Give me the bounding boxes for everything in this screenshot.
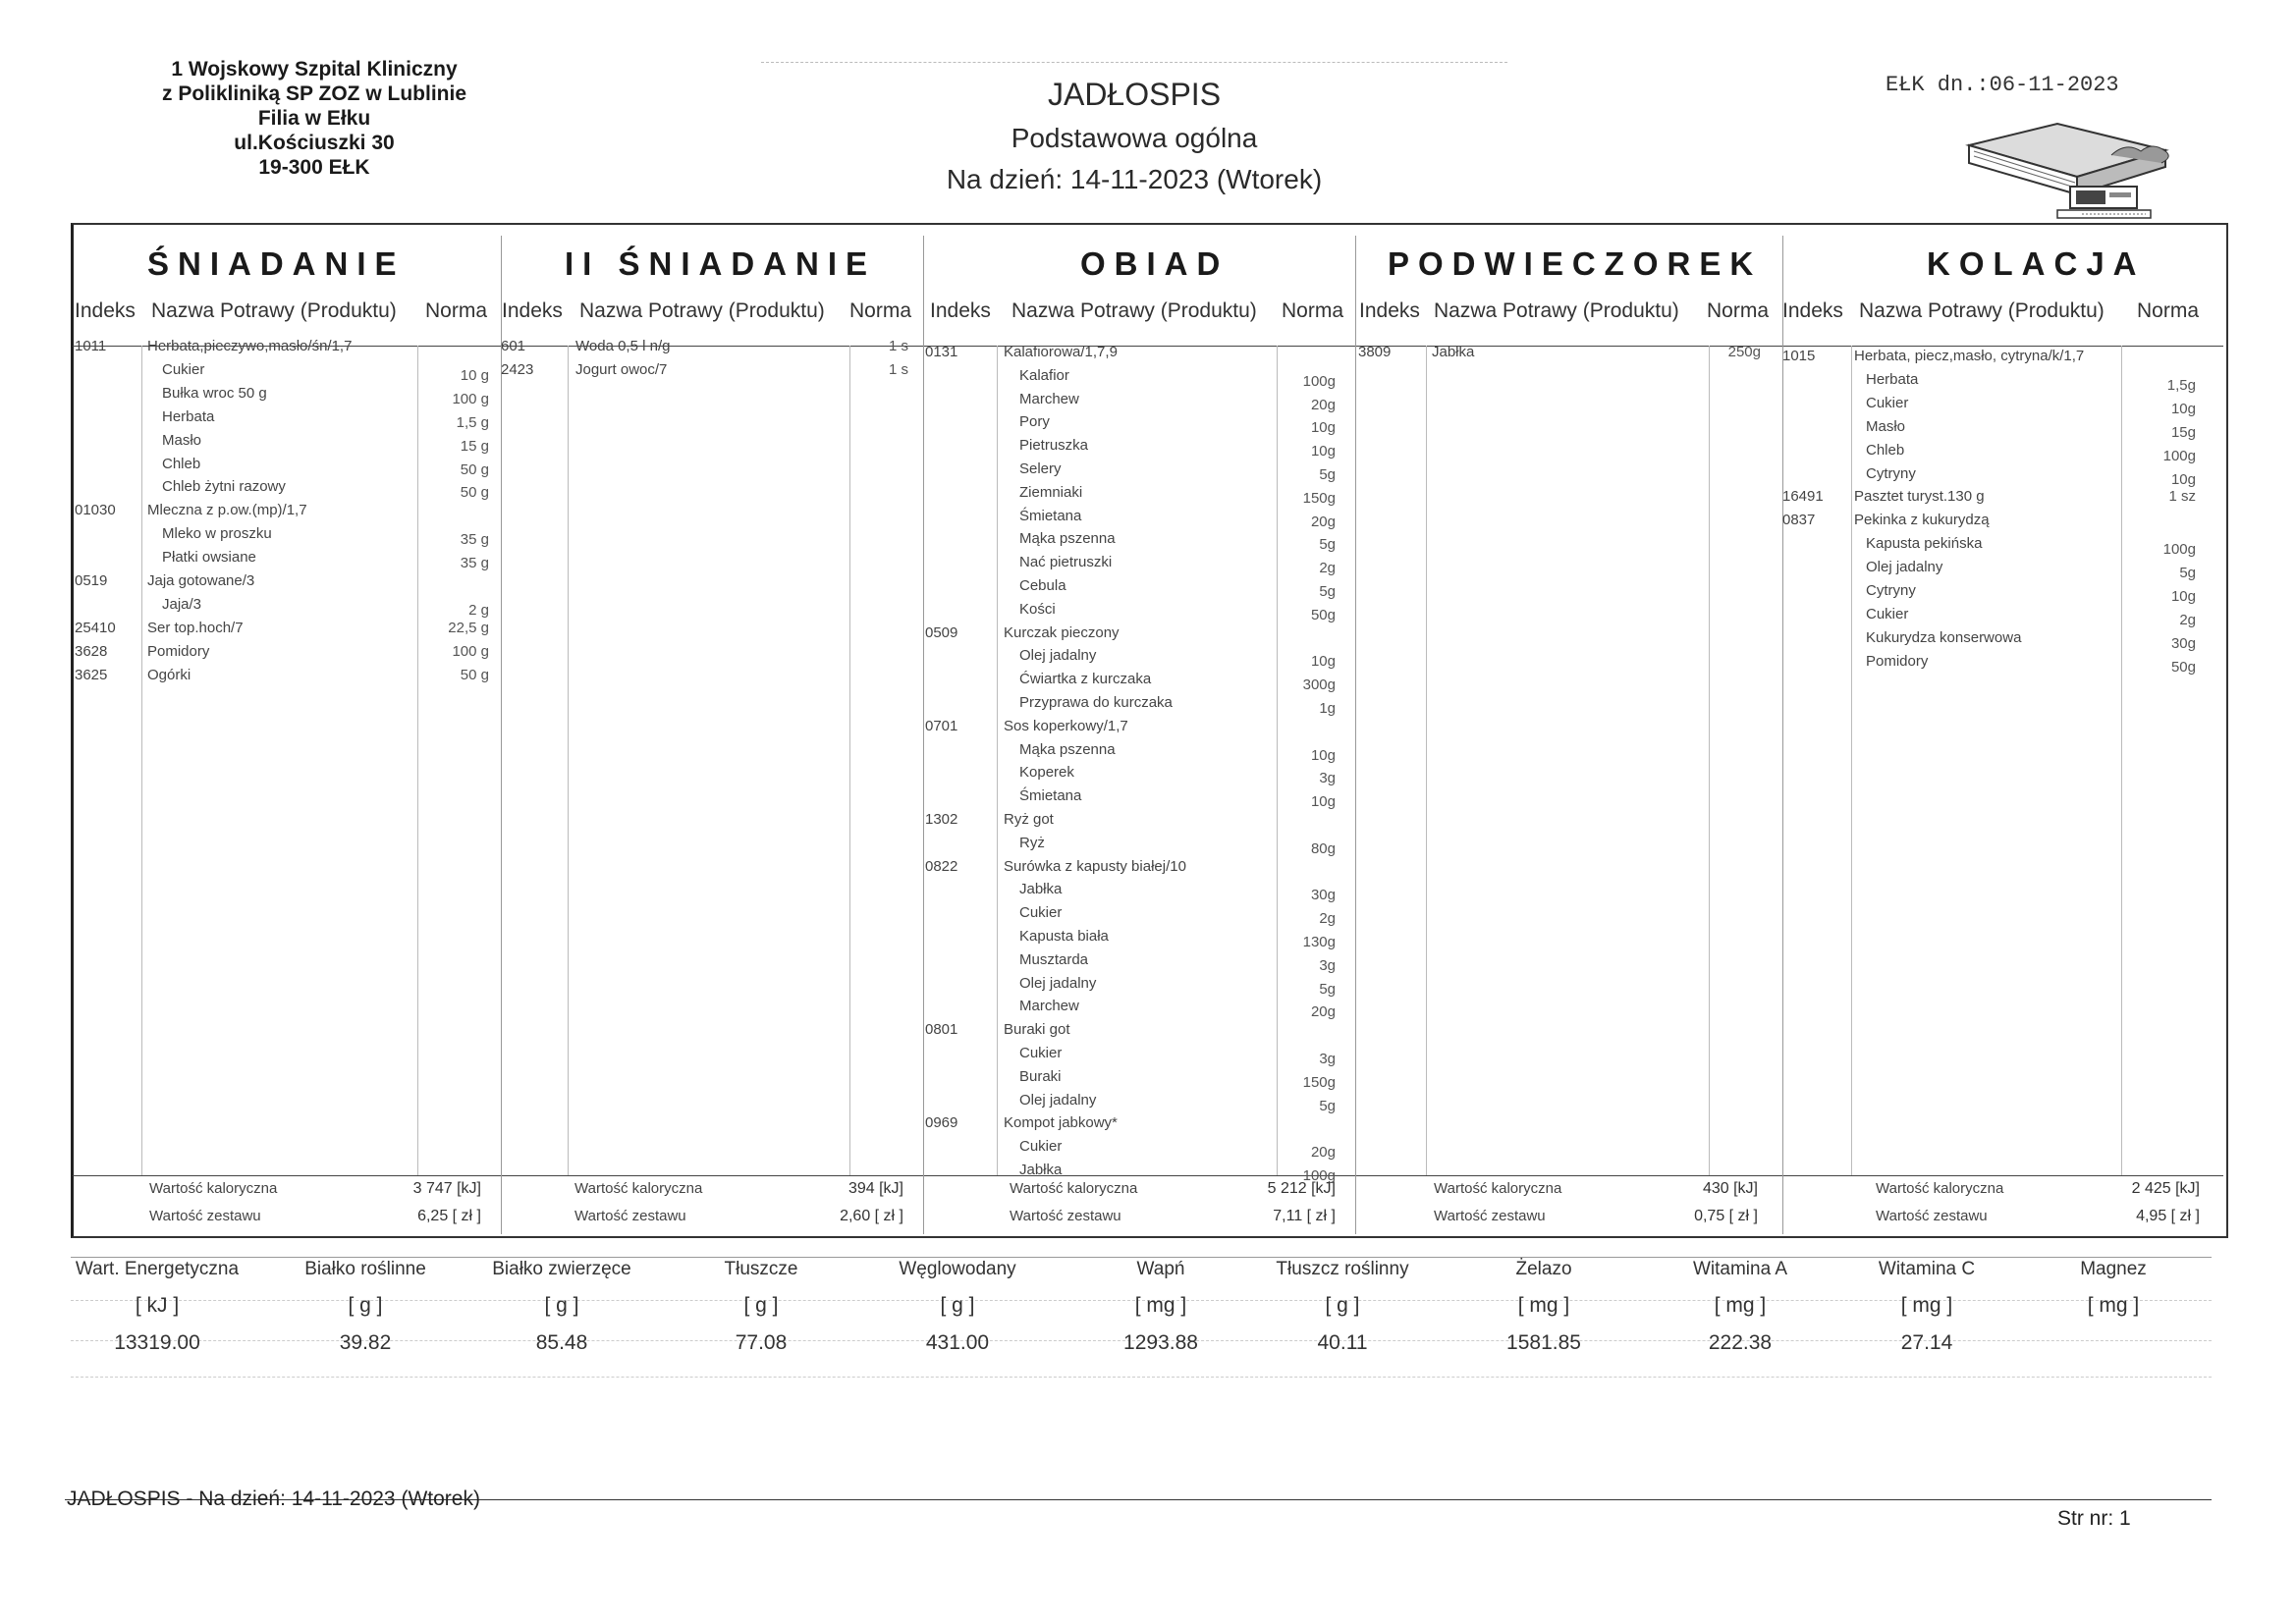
row-product-name: Jaja/3 — [162, 596, 202, 613]
row-index-code: 0131 — [925, 344, 958, 360]
summary-label: Wartość kaloryczna — [149, 1180, 278, 1197]
row-norm: 5g — [1319, 466, 1336, 483]
row-product-name: Cukier — [1866, 606, 1909, 622]
row-norm: 100g — [1302, 373, 1336, 390]
row-product-name: Herbata — [162, 408, 215, 425]
col-header-name: Nazwa Potrawy (Produktu) — [579, 299, 825, 322]
row-norm: 80g — [1310, 840, 1336, 857]
row-product-name: Buraki got — [1004, 1021, 1070, 1038]
row-norm: 100 g — [452, 643, 489, 660]
summary-value: 5 212 [kJ] — [1267, 1180, 1336, 1197]
row-index-code: 0509 — [925, 624, 958, 641]
row-norm: 1g — [1319, 700, 1336, 717]
row-product-name: Marchew — [1019, 391, 1079, 407]
row-index-code: 3628 — [75, 643, 108, 660]
row-index-code: 3625 — [75, 667, 108, 683]
summary-value: 6,25 [ zł ] — [417, 1208, 481, 1224]
summary-value: 4,95 [ zł ] — [2136, 1208, 2200, 1224]
row-norm: 50g — [1310, 607, 1336, 623]
page-title: JADŁOSPIS — [1047, 77, 1222, 112]
row-product-name: Woda 0,5 l n/g — [575, 338, 671, 354]
col-header-index: Indeks — [1782, 299, 1843, 322]
row-norm: 150g — [1302, 1074, 1336, 1091]
summary-value: 2 425 [kJ] — [2131, 1180, 2200, 1197]
row-product-name: Kalafior — [1019, 367, 1069, 384]
row-product-name: Cukier — [162, 361, 205, 378]
nutrition-label: Witamina C — [1878, 1259, 1976, 1279]
row-product-name: Pasztet turyst.130 g — [1854, 488, 1985, 505]
hospital-line: 1 Wojskowy Szpital Kliniczny — [171, 58, 458, 81]
hospital-address — [118, 57, 511, 180]
row-product-name: Pekinka z kukurydzą — [1854, 512, 1990, 528]
column-divider — [1355, 236, 1356, 1234]
meal-title-podwieczorek: PODWIECZOREK — [1388, 245, 1763, 282]
summary-label: Wartość kaloryczna — [574, 1180, 703, 1197]
row-index-code: 1302 — [925, 811, 958, 828]
row-product-name: Płatki owsiane — [162, 549, 256, 566]
row-product-name: Chleb — [162, 456, 201, 472]
issue-date: EŁK dn.:06-11-2023 — [1886, 73, 2119, 97]
nutrition-value: 1581.85 — [1506, 1331, 1581, 1354]
row-product-name: Jaja gotowane/3 — [147, 572, 255, 589]
row-norm: 35 g — [460, 531, 489, 548]
title-block — [761, 62, 1507, 210]
row-product-name: Mąka pszenna — [1019, 741, 1116, 758]
row-product-name: Pory — [1019, 413, 1050, 430]
summary-value: 3 747 [kJ] — [412, 1180, 481, 1197]
row-product-name: Kapusta pekińska — [1866, 535, 1983, 552]
col-header-name: Nazwa Potrawy (Produktu) — [1011, 299, 1257, 322]
row-norm: 20g — [1310, 1003, 1336, 1020]
row-product-name: Masło — [162, 432, 202, 449]
row-index-code: 2423 — [501, 361, 534, 378]
row-norm: 22,5 g — [448, 620, 489, 636]
row-product-name: Ser top.hoch/7 — [147, 620, 244, 636]
summary-value: 430 [kJ] — [1702, 1180, 1758, 1197]
nutrition-column — [2005, 1259, 2221, 1355]
nutrition-label: Magnez — [2080, 1259, 2147, 1279]
row-norm: 1 s — [888, 338, 908, 354]
summary-label: Wartość kaloryczna — [1010, 1180, 1138, 1197]
column-divider — [1851, 346, 1852, 1175]
nutrition-value: 40.11 — [1317, 1331, 1368, 1354]
col-header-index: Indeks — [75, 299, 136, 322]
row-product-name: Pietruszka — [1019, 437, 1089, 454]
row-norm: 2g — [2179, 612, 2196, 628]
column-divider — [1782, 236, 1783, 1234]
nutrition-column — [1436, 1259, 1652, 1355]
row-product-name: Olej jadalny — [1019, 647, 1097, 664]
nutrition-unit: [ kJ ] — [135, 1294, 180, 1317]
row-norm: 150g — [1302, 490, 1336, 507]
row-product-name: Ziemniaki — [1019, 484, 1083, 501]
column-divider — [568, 346, 569, 1175]
nutrition-summary — [71, 1249, 2212, 1377]
col-header-name: Nazwa Potrawy (Produktu) — [151, 299, 397, 322]
nutrition-unit: [ mg ] — [1900, 1294, 1953, 1317]
column-divider — [1709, 346, 1710, 1175]
row-product-name: Mleczna z p.ow.(mp)/1,7 — [147, 502, 307, 518]
row-norm: 1 sz — [2168, 488, 2196, 505]
meal-title-kolacja: KOLACJA — [1927, 245, 2146, 282]
row-norm: 10g — [2170, 471, 2196, 488]
row-norm: 100g — [2162, 541, 2196, 558]
nutrition-value: 85.48 — [535, 1331, 588, 1354]
row-product-name: Ryż got — [1004, 811, 1054, 828]
row-index-code: 0837 — [1782, 512, 1816, 528]
row-norm: 100g — [1302, 1167, 1336, 1184]
nutrition-label: Białko roślinne — [304, 1259, 426, 1279]
row-product-name: Buraki — [1019, 1068, 1062, 1085]
nutrition-column — [1819, 1259, 2035, 1355]
row-norm: 10g — [1310, 747, 1336, 764]
row-product-name: Śmietana — [1019, 787, 1082, 804]
row-product-name: Sos koperkowy/1,7 — [1004, 718, 1128, 734]
nutrition-label: Żelazo — [1515, 1259, 1572, 1279]
nutrition-label: Tłuszcze — [724, 1259, 798, 1279]
row-norm: 1,5 g — [456, 414, 489, 431]
footer-text: JADŁOSPIS - Na dzień: 14-11-2023 (Wtorek) — [67, 1488, 480, 1510]
column-divider — [1277, 346, 1278, 1175]
row-index-code: 01030 — [75, 502, 116, 518]
col-header-norm: Norma — [1282, 299, 1344, 322]
row-norm: 250g — [1727, 344, 1761, 360]
row-norm: 20g — [1310, 397, 1336, 413]
summary-value: 394 [kJ] — [847, 1180, 903, 1197]
col-header-index: Indeks — [502, 299, 563, 322]
row-product-name: Koperek — [1019, 764, 1074, 781]
row-product-name: Cukier — [1866, 395, 1909, 411]
row-norm: 100g — [2162, 448, 2196, 464]
row-norm: 10g — [1310, 443, 1336, 460]
row-product-name: Masło — [1866, 418, 1906, 435]
row-norm: 10g — [1310, 793, 1336, 810]
row-norm: 50g — [2170, 659, 2196, 676]
summary-label: Wartość kaloryczna — [1434, 1180, 1562, 1197]
row-product-name: Cytryny — [1866, 465, 1916, 482]
column-divider — [1426, 346, 1427, 1175]
summary-label: Wartość zestawu — [1010, 1208, 1121, 1224]
nutrition-unit: [ g ] — [940, 1294, 975, 1317]
nutrition-column — [454, 1259, 670, 1355]
row-product-name: Pomidory — [1866, 653, 1929, 670]
row-product-name: Chleb — [1866, 442, 1905, 459]
summary-label: Wartość zestawu — [1876, 1208, 1988, 1224]
row-norm: 10g — [2170, 401, 2196, 417]
hospital-line: z Polikliniką SP ZOZ w Lublinie — [162, 82, 466, 105]
row-norm: 20g — [1310, 1144, 1336, 1161]
menu-date: Na dzień: 14-11-2023 (Wtorek) — [946, 164, 1323, 194]
nutrition-column — [653, 1259, 869, 1355]
nutrition-label: Wapń — [1136, 1259, 1185, 1279]
nutrition-label: Tłuszcz roślinny — [1276, 1259, 1409, 1279]
row-norm: 50 g — [460, 667, 489, 683]
row-index-code: 601 — [501, 338, 526, 354]
row-norm: 1 s — [888, 361, 908, 378]
nutrition-unit: [ g ] — [1325, 1294, 1360, 1317]
row-product-name: Jabłka — [1432, 344, 1475, 360]
row-product-name: Mleko w proszku — [162, 525, 272, 542]
row-norm: 3g — [1319, 957, 1336, 974]
row-product-name: Jogurt owoc/7 — [575, 361, 668, 378]
row-product-name: Mąka pszenna — [1019, 530, 1116, 547]
nutrition-value: 222.38 — [1708, 1331, 1773, 1354]
row-product-name: Olej jadalny — [1866, 559, 1943, 575]
col-header-index: Indeks — [1359, 299, 1420, 322]
row-index-code: 0969 — [925, 1114, 958, 1131]
nutrition-value: 39.82 — [339, 1331, 392, 1354]
summary-value: 2,60 [ zł ] — [840, 1208, 903, 1224]
nutrition-value: 27.14 — [1900, 1331, 1953, 1354]
row-norm: 3g — [1319, 770, 1336, 786]
row-index-code: 25410 — [75, 620, 116, 636]
nutrition-value: 13319.00 — [114, 1331, 200, 1354]
meal-title-ii-sniadanie: II ŚNIADANIE — [565, 245, 877, 282]
page-number: Str nr: 1 — [2057, 1507, 2131, 1530]
nutrition-column — [1234, 1259, 1450, 1355]
nutrition-value: 77.08 — [735, 1331, 788, 1354]
col-header-norm: Norma — [425, 299, 488, 322]
row-index-code: 3809 — [1358, 344, 1392, 360]
row-product-name: Chleb żytni razowy — [162, 478, 286, 495]
nutrition-column — [1632, 1259, 1848, 1355]
row-norm: 30g — [1310, 887, 1336, 903]
row-product-name: Kapusta biała — [1019, 928, 1109, 945]
summary-label: Wartość zestawu — [574, 1208, 686, 1224]
nutrition-unit: [ mg ] — [1134, 1294, 1187, 1317]
row-product-name: Śmietana — [1019, 508, 1082, 524]
row-norm: 50 g — [460, 484, 489, 501]
row-norm: 10 g — [460, 367, 489, 384]
col-header-norm: Norma — [1707, 299, 1770, 322]
row-product-name: Cukier — [1019, 1045, 1063, 1061]
col-header-norm: Norma — [2137, 299, 2200, 322]
row-product-name: Cukier — [1019, 1138, 1063, 1155]
row-product-name: Ryż — [1019, 835, 1045, 851]
row-norm: 2g — [1319, 910, 1336, 927]
row-norm: 35 g — [460, 555, 489, 571]
row-product-name: Kukurydza konserwowa — [1866, 629, 2022, 646]
column-divider — [997, 346, 998, 1175]
summary-label: Wartość zestawu — [1434, 1208, 1546, 1224]
col-header-name: Nazwa Potrawy (Produktu) — [1859, 299, 2105, 322]
nutrition-label: Witamina A — [1692, 1259, 1788, 1279]
row-product-name: Marchew — [1019, 998, 1079, 1014]
row-norm: 20g — [1310, 514, 1336, 530]
column-divider — [2121, 346, 2122, 1175]
nutrition-column — [257, 1259, 473, 1355]
row-norm: 5g — [1319, 536, 1336, 553]
row-product-name: Bułka wroc 50 g — [162, 385, 267, 402]
nutrition-unit: [ g ] — [544, 1294, 579, 1317]
row-product-name: Cebula — [1019, 577, 1066, 594]
row-norm: 5g — [1319, 583, 1336, 600]
row-product-name: Kalafiorowa/1,7,9 — [1004, 344, 1118, 360]
row-norm: 1,5g — [2166, 377, 2196, 394]
nutrition-unit: [ mg ] — [2087, 1294, 2140, 1317]
row-index-code: 1015 — [1782, 348, 1816, 364]
row-product-name: Selery — [1019, 460, 1062, 477]
row-norm: 10g — [1310, 653, 1336, 670]
row-product-name: Cukier — [1019, 904, 1063, 921]
row-product-name: Cytryny — [1866, 582, 1916, 599]
row-product-name: Herbata, piecz,masło, cytryna/k/1,7 — [1854, 348, 2085, 364]
row-norm: 10g — [1310, 419, 1336, 436]
column-divider — [417, 346, 418, 1175]
summary-divider — [73, 1175, 2223, 1176]
row-norm: 15g — [2170, 424, 2196, 441]
column-divider — [501, 236, 502, 1234]
row-product-name: Jabłka — [1019, 881, 1063, 897]
row-norm: 50 g — [460, 461, 489, 478]
nutrition-value: 431.00 — [925, 1331, 990, 1354]
row-norm: 5g — [2179, 565, 2196, 581]
summary-value: 7,11 [ zł ] — [1273, 1208, 1336, 1224]
nutrition-value: 1293.88 — [1123, 1331, 1198, 1354]
row-product-name: Olej jadalny — [1019, 1092, 1097, 1109]
row-norm: 300g — [1302, 676, 1336, 693]
column-divider — [141, 346, 142, 1175]
row-product-name: Pomidory — [147, 643, 210, 660]
nutrition-label: Węglowodany — [899, 1259, 1016, 1279]
row-index-code: 0701 — [925, 718, 958, 734]
hospital-line: 19-300 EŁK — [258, 156, 370, 179]
row-product-name: Olej jadalny — [1019, 975, 1097, 992]
row-norm: 2 g — [468, 602, 489, 619]
row-norm: 10g — [2170, 588, 2196, 605]
col-header-index: Indeks — [930, 299, 991, 322]
row-norm: 15 g — [460, 438, 489, 455]
meal-title-sniadanie: ŚNIADANIE — [147, 245, 406, 282]
row-product-name: Jabłka — [1019, 1162, 1063, 1178]
summary-label: Wartość kaloryczna — [1876, 1180, 2004, 1197]
row-index-code: 0519 — [75, 572, 108, 589]
row-norm: 2g — [1319, 560, 1336, 576]
nutrition-column — [49, 1259, 265, 1355]
nutrition-column — [849, 1259, 1066, 1355]
hospital-line: ul.Kościuszki 30 — [234, 132, 395, 154]
row-product-name: Nać pietruszki — [1019, 554, 1113, 570]
meal-title-obiad: OBIAD — [1080, 245, 1230, 282]
row-norm: 5g — [1319, 981, 1336, 998]
row-product-name: Kości — [1019, 601, 1056, 618]
hospital-line: Filia w Ełku — [257, 107, 371, 130]
row-product-name: Herbata — [1866, 371, 1919, 388]
nutrition-unit: [ mg ] — [1517, 1294, 1570, 1317]
row-index-code: 16491 — [1782, 488, 1824, 505]
row-product-name: Ogórki — [147, 667, 191, 683]
nutrition-unit: [ g ] — [743, 1294, 779, 1317]
row-index-code: 0801 — [925, 1021, 958, 1038]
row-product-name: Kurczak pieczony — [1004, 624, 1120, 641]
row-product-name: Surówka z kapusty białej/10 — [1004, 858, 1186, 875]
nutrition-label: Wart. Energetyczna — [75, 1259, 240, 1279]
row-product-name: Herbata,pieczywo,masło/śn/1,7 — [147, 338, 353, 354]
summary-label: Wartość zestawu — [149, 1208, 261, 1224]
row-product-name: Kompot jabkowy* — [1004, 1114, 1118, 1131]
summary-value: 0,75 [ zł ] — [1694, 1208, 1758, 1224]
nutrition-unit: [ g ] — [348, 1294, 383, 1317]
column-divider — [849, 346, 850, 1175]
row-product-name: Musztarda — [1019, 951, 1089, 968]
col-header-norm: Norma — [849, 299, 912, 322]
row-norm: 5g — [1319, 1098, 1336, 1114]
row-norm: 3g — [1319, 1051, 1336, 1067]
row-norm: 30g — [2170, 635, 2196, 652]
row-norm: 130g — [1302, 934, 1336, 950]
nutrition-value — [2005, 1331, 2221, 1355]
col-header-name: Nazwa Potrawy (Produktu) — [1434, 299, 1679, 322]
row-norm: 100 g — [452, 391, 489, 407]
column-divider — [923, 236, 924, 1234]
nutrition-unit: [ mg ] — [1714, 1294, 1767, 1317]
row-product-name: Przyprawa do kurczaka — [1019, 694, 1173, 711]
book-stack-icon — [1964, 116, 2185, 234]
row-index-code: 0822 — [925, 858, 958, 875]
header-divider — [73, 346, 2223, 347]
row-index-code: 1011 — [75, 338, 107, 354]
diet-name: Podstawowa ogólna — [1011, 123, 1258, 153]
row-product-name: Ćwiartka z kurczaka — [1019, 671, 1152, 687]
nutrition-label: Białko zwierzęce — [492, 1259, 631, 1279]
